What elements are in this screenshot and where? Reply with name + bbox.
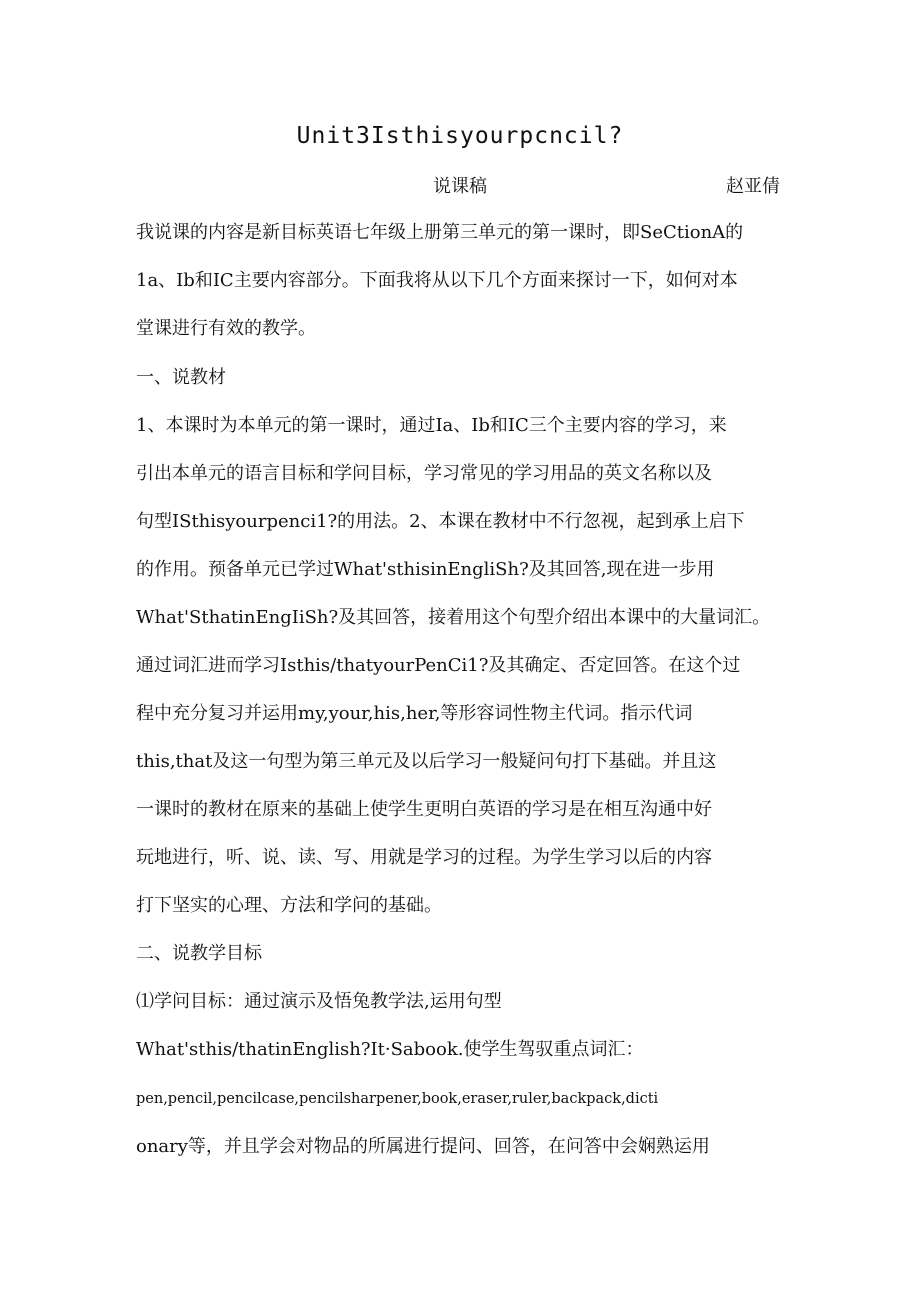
paragraph-line: 打下坚实的心理、方法和学问的基础。 — [136, 895, 442, 916]
section-heading: 二、说教学目标 — [136, 943, 262, 964]
paragraph-line: What'SthatinEngIiSh?及其回答，接着用这个句型介绍出本课中的大量词汇。 — [136, 607, 771, 628]
author-name: 赵亚倩 — [726, 176, 780, 197]
paragraph-line: 1a、Ib和IC主要内容部分。下面我将从以下几个方面来探讨一下，如何对本 — [136, 270, 738, 291]
paragraph-line: 1、本课时为本单元的第一课时，通过Ia、Ib和IC三个主要内容的学习，来 — [136, 415, 727, 436]
paragraph-line: 玩地进行，听、说、读、写、用就是学习的过程。为学生学习以后的内容 — [136, 847, 712, 868]
paragraph-line: 我说课的内容是新目标英语七年级上册第三单元的第一课时，即SeCtionA的 — [136, 222, 744, 243]
paragraph-line: 的作用。预备单元已学过What'sthisinEngliSh?及其回答,现在进一步用 — [136, 559, 715, 580]
document-title: Unit3Isthisyourpcncil? — [296, 123, 624, 149]
section-heading: 一、说教材 — [136, 367, 226, 388]
paragraph-line: ⑴学问目标：通过演示及悟兔教学法,运用句型 — [136, 991, 502, 1012]
paragraph-line: pen,pencil,pencilcase,pencilsharpener,book,eraser,ruler,backpack,dicti — [136, 1091, 659, 1107]
paragraph-line: this,that及这一句型为第三单元及以后学习一般疑问句打下基础。并且这 — [136, 751, 717, 772]
paragraph-line: 堂课进行有效的教学。 — [136, 318, 316, 339]
paragraph-line: 一课时的教材在原来的基础上使学生更明白英语的学习是在相互沟通中好 — [136, 799, 712, 820]
paragraph-line: onary等，并且学会对物品的所属进行提问、回答，在问答中会娴熟运用 — [136, 1136, 710, 1157]
paragraph-line: What'sthis/thatinEnglish?It·Sabook.使学生驾驭重点词汇： — [136, 1039, 644, 1060]
paragraph-line: 句型ISthisyourpenci1?的用法。2、本课在教材中不行忽视，起到承上启下 — [136, 511, 745, 532]
paragraph-line: 引出本单元的语言目标和学问目标，学习常见的学习用品的英文名称以及 — [136, 463, 712, 484]
paragraph-line: 程中充分复习并运用my,your,his,her,等形容词性物主代词。指示代词 — [136, 703, 693, 724]
document-type-label: 说课稿 — [433, 176, 487, 197]
paragraph-line: 通过词汇进而学习Isthis/thatyourPenCi1?及其确定、否定回答。在这个过 — [136, 655, 741, 676]
